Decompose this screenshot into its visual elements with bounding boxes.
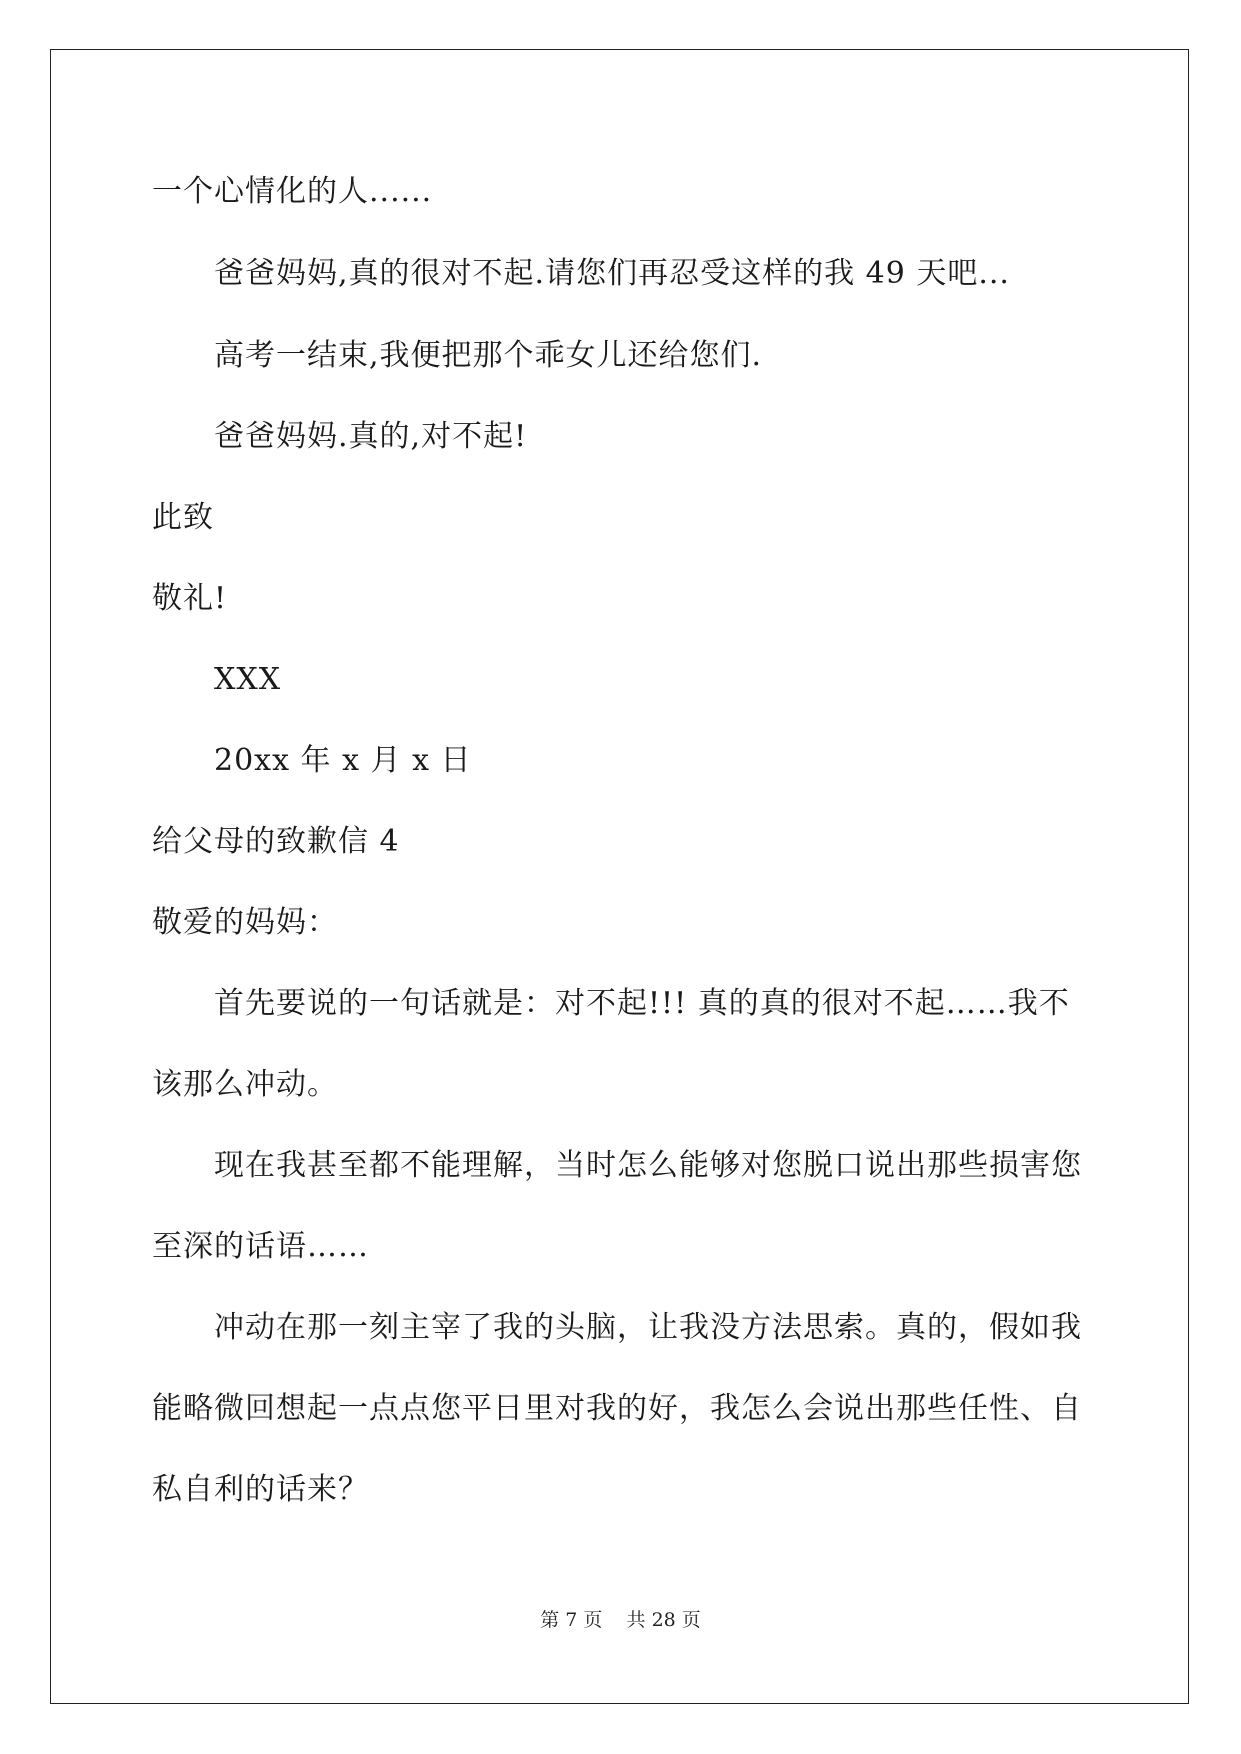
text-line-17: 私自利的话来？ [152,1472,369,1507]
signature-name: XXX [214,662,282,697]
text-line-3: 高考一结束,我便把那个乖女儿还给您们. [214,338,763,373]
page-border [50,49,1189,1704]
section-heading: 给父母的致歉信 4 [152,824,400,859]
text-line-11: 首先要说的一句话就是：对不起!!! 真的真的很对不起……我不 [214,986,1070,1021]
closing-regards: 敬礼! [152,581,228,616]
text-line-15: 冲动在那一刻主宰了我的头脑，让我没方法思索。真的，假如我 [214,1310,1082,1345]
page-total: 共 28 页 [626,1609,701,1631]
text-line-1: 一个心情化的人...... [152,174,433,209]
closing-salutation: 此致 [152,500,214,535]
signature-date: 20xx 年 x 月 x 日 [214,743,472,778]
text-line-14: 至深的话语…… [152,1229,369,1264]
letter-greeting: 敬爱的妈妈： [152,905,338,940]
page-footer [0,1608,1241,1632]
text-line-16: 能略微回想起一点点您平日里对我的好，我怎么会说出那些任性、自 [152,1391,1082,1426]
text-line-13: 现在我甚至都不能理解，当时怎么能够对您脱口说出那些损害您 [214,1148,1082,1183]
page-number: 第 7 页 [540,1609,603,1631]
text-line-2: 爸爸妈妈,真的很对不起.请您们再忍受这样的我 49 天吧... [214,256,1010,291]
text-line-4: 爸爸妈妈.真的,对不起! [214,419,528,454]
text-line-12: 该那么冲动。 [152,1067,338,1102]
